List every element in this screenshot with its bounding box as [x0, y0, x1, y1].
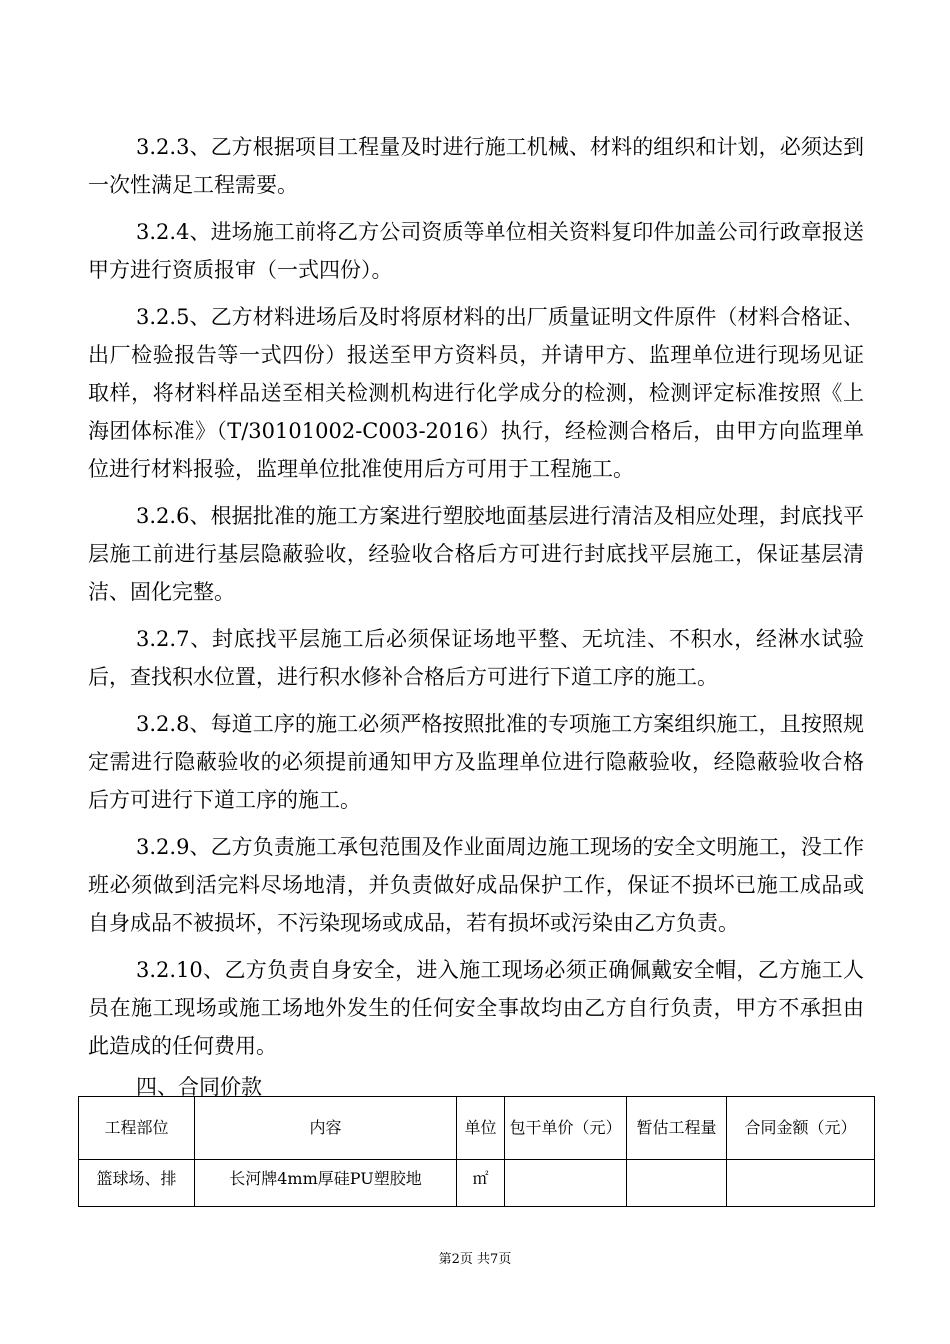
paragraph-3-2-5: 3.2.5、乙方材料进场后及时将原材料的出厂质量证明文件原件（材料合格证、出厂检验报告等一式四份）报送至甲方资料员，并请甲方、监理单位进行现场见证取样，将材料样品送至相关检测机构进行化学成分的检测，检测评定标准按照《上海团体标准》（T/30101002-C003-2016）执行，经检测合格后，由甲方向监理单位进行材料报验，监理单位批准使用后方可用于工程施工。: [88, 305, 864, 481]
paragraph-3-2-10: 3.2.10、乙方负责自身安全，进入施工现场必须正确佩戴安全帽，乙方施工人员在施工现场或施工场地外发生的任何安全事故均由乙方自行负责，甲方不承担由此造成的任何费用。: [88, 958, 864, 1058]
paragraph-3-2-9: 3.2.9、乙方负责施工承包范围及作业面周边施工现场的安全文明施工，没工作班必须做到活完料尽场地清，并负责做好成品保护工作，保证不损坏已施工成品或自身成品不被损坏，不污染现场或成品，若有损坏或污染由乙方负责。: [88, 835, 864, 935]
header-cell-unit: 单位: [457, 1097, 505, 1160]
header-cell-location: 工程部位: [79, 1097, 195, 1160]
paragraph-3-2-8: 3.2.8、每道工序的施工必须严格按照批准的专项施工方案组织施工，且按照规定需进行隐蔽验收的必须提前通知甲方及监理单位进行隐蔽验收，经隐蔽验收合格后方可进行下道工序的施工。: [88, 712, 864, 812]
table-header-row: [79, 1097, 875, 1160]
paragraph-3-2-3: 3.2.3、乙方根据项目工程量及时进行施工机械、材料的组织和计划，必须达到一次性满足工程需要。: [88, 135, 864, 197]
cell-unit-price: [505, 1160, 627, 1207]
cell-unit: ㎡: [457, 1160, 505, 1207]
cell-content: 长河牌4mm厚硅PU塑胶地: [195, 1160, 457, 1207]
cell-amount: [727, 1160, 875, 1207]
document-body: [88, 128, 864, 1100]
paragraph-3-2-7: 3.2.7、封底找平层施工后必须保证场地平整、无坑洼、不积水，经淋水试验后，查找积水位置，进行积水修补合格后方可进行下道工序的施工。: [88, 627, 864, 689]
paragraph-3-2-4: 3.2.4、进场施工前将乙方公司资质等单位相关资料复印件加盖公司行政章报送甲方进行资质报审（一式四份）。: [88, 220, 864, 282]
cell-quantity: [627, 1160, 727, 1207]
table-row: [79, 1160, 875, 1207]
header-cell-unit-price: 包干单价（元）: [505, 1097, 627, 1160]
header-cell-content: 内容: [195, 1097, 457, 1160]
cell-location: 篮球场、排: [79, 1160, 195, 1207]
paragraph-3-2-6: 3.2.6、根据批准的施工方案进行塑胶地面基层进行清洁及相应处理，封底找平层施工前进行基层隐蔽验收，经验收合格后方可进行封底找平层施工，保证基层清洁、固化完整。: [88, 504, 864, 604]
page-footer: 第2页 共7页: [438, 1252, 512, 1267]
section-title: 四、合同价款: [136, 1075, 262, 1099]
price-table: [78, 1096, 875, 1207]
header-cell-amount: 合同金额（元）: [727, 1097, 875, 1160]
header-cell-quantity: 暂估工程量: [627, 1097, 727, 1160]
